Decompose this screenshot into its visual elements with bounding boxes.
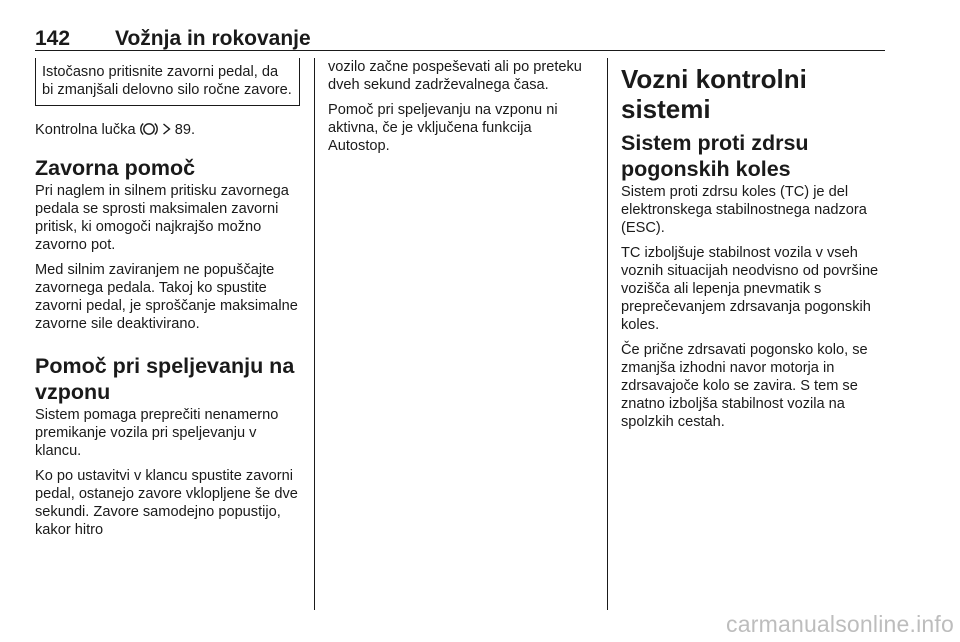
page-number: 142 — [35, 27, 71, 50]
column-right — [621, 58, 885, 438]
lamp-text: Kontrolna lučka — [35, 122, 136, 138]
lamp-page-ref[interactable]: 89. — [174, 122, 196, 138]
chapter-heading: Vozni kontrolni sistemi — [621, 64, 807, 124]
column-middle — [328, 58, 592, 162]
header-rule — [35, 50, 885, 51]
warning-lamp-paragraph — [35, 121, 300, 139]
page-header — [35, 26, 885, 52]
paragraph: Ko po ustavitvi v klancu spustite zavorni pedal, ostanejo zavore vklopljene še dve sekundi. Zavore samodejno popustijo, kakor hitro — [35, 468, 298, 538]
watermark: carmanualsonline.info — [726, 611, 954, 637]
section-heading-brake-assist: Zavorna pomoč — [35, 156, 196, 180]
paragraph: Med silnim zaviranjem ne popuščajte zavornega pedala. Takoj ko spustite zavorni pedal, je sproščanje maksimalne zavorne sile deaktivirano. — [35, 262, 298, 332]
section-heading-traction-control: Sistem proti zdrsu pogonskih koles — [621, 131, 809, 181]
paragraph: Pomoč pri speljevanju na vzponu ni aktivna, če je vključena funkcija Autostop. — [328, 102, 558, 154]
paragraph: Če prične zdrsavati pogonsko kolo, se zmanjša izhodni navor motorja in zdrsavajoče kolo se zavira. S tem se znatno izboljša stabilnost vozila na spolzkih cestah. — [621, 342, 868, 430]
page-title: Vožnja in rokovanje — [115, 27, 311, 50]
paragraph: vozilo začne pospeševati ali po preteku dveh sekund zadrževalnega časa. — [328, 59, 582, 93]
paragraph: TC izboljšuje stabilnost vozila v vseh voznih situacijah neodvisno od površine vozišča ali lepenja pnevmatik s preprečevanjem zdrsavanja pogonskih koles. — [621, 245, 879, 333]
brake-warning-lamp-icon — [140, 121, 158, 137]
column-divider — [314, 58, 315, 610]
paragraph: Pri naglem in silnem pritisku zavornega pedala se sprosti maksimalen zavorni pritisk, ki omogoči najkrajšo možno zavorno pot. — [35, 183, 289, 253]
column-divider — [607, 58, 608, 610]
note-box: Istočasno pritisnite zavorni pedal, da bi zmanjšali delovno silo ročne zavore. — [35, 58, 300, 106]
column-left — [35, 58, 300, 546]
paragraph: Sistem proti zdrsu koles (TC) je del elektronskega stabilnostnega nadzora (ESC). — [621, 184, 867, 236]
paragraph: Sistem pomaga preprečiti nenamerno premikanje vozila pri speljevanju v klancu. — [35, 407, 279, 459]
page-reference-icon[interactable] — [162, 123, 171, 135]
section-heading-hill-start: Pomoč pri speljevanju na vzponu — [35, 354, 295, 404]
